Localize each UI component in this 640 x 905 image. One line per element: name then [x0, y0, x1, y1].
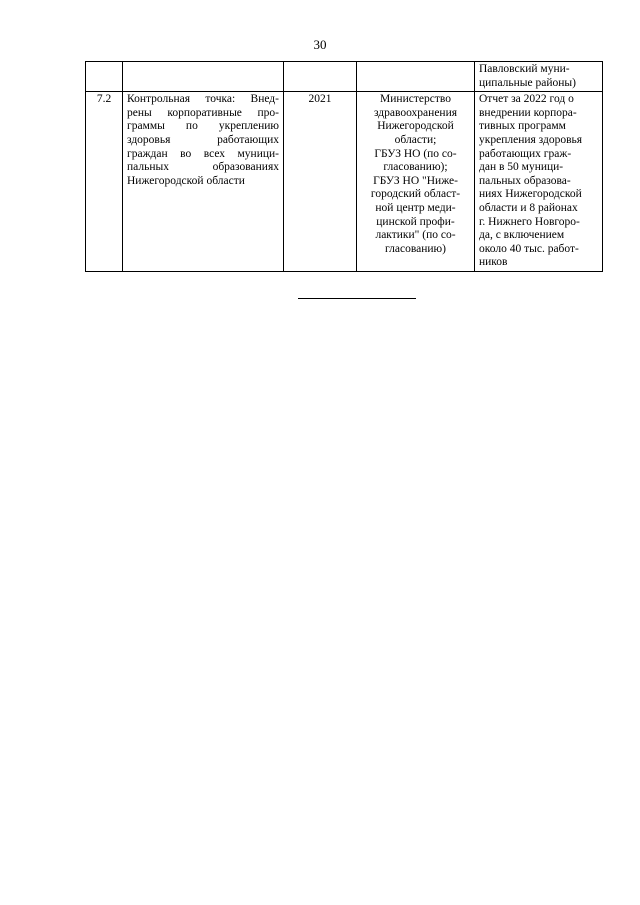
cell-description — [123, 62, 284, 92]
cell-year — [284, 62, 357, 92]
result-line: около 40 тыс. работ- — [479, 242, 579, 255]
result-line: да, с включением — [479, 229, 565, 242]
result-line: области и 8 районах — [479, 201, 578, 214]
table-row-continued — [86, 62, 603, 92]
cell-description — [123, 92, 284, 272]
description-line: пальных образованиях — [127, 161, 279, 174]
measures-table — [85, 61, 603, 272]
result-line: Павловский муни- — [479, 63, 570, 75]
result-line: тивных программ — [479, 120, 566, 133]
result-line: г. Нижнего Новгоро- — [479, 215, 580, 228]
executor-line: гласованию) — [385, 242, 446, 255]
result-line: внедрении корпора- — [479, 106, 577, 119]
description-line: граммы по укреплению — [127, 120, 279, 133]
description-line: Контрольная точка: Внед- — [127, 93, 279, 106]
page-number: 30 — [313, 37, 327, 52]
executor-line: гласованию); — [383, 161, 448, 174]
executor-line: здравоохранения — [373, 106, 458, 119]
description-line: здоровья работающих — [127, 133, 279, 146]
executor-line: ной центр меди- — [375, 201, 456, 214]
footer-rule — [298, 298, 416, 299]
cell-result — [475, 62, 603, 92]
cell-result — [475, 92, 603, 272]
table-row-7-2 — [86, 92, 603, 272]
result-line: дан в 50 муници- — [479, 161, 564, 174]
executor-line: Министерство — [380, 93, 451, 106]
executor-line: ГБУЗ НО (по со- — [374, 147, 457, 160]
result-line: Отчет за 2022 год о — [479, 93, 574, 106]
executor-line: городский област- — [370, 188, 461, 201]
description-line: Нижегородской области — [127, 174, 245, 187]
result-line: ников — [479, 256, 508, 269]
cell-executor — [357, 62, 475, 92]
result-line: пальных образова- — [479, 174, 571, 187]
cell-executor — [357, 92, 475, 272]
result-line: работающих граж- — [479, 147, 572, 160]
result-line: ципальные районы) — [479, 76, 576, 89]
executor-line: ГБУЗ НО "Ниже- — [373, 174, 458, 187]
executor-line: Нижегородской — [377, 120, 454, 133]
cell-year: 2021 — [284, 92, 357, 272]
result-line: ниях Нижегородской — [479, 188, 582, 201]
description-line: рены корпоративные про- — [127, 106, 279, 119]
executor-line: цинской профи- — [376, 215, 455, 228]
description-line: граждан во всех муници- — [127, 147, 279, 160]
executor-line: области; — [394, 133, 437, 146]
executor-line: лактики" (по со- — [375, 229, 456, 242]
cell-number: 7.2 — [86, 92, 123, 272]
cell-number — [86, 62, 123, 92]
result-line: укрепления здоровья — [479, 133, 583, 146]
